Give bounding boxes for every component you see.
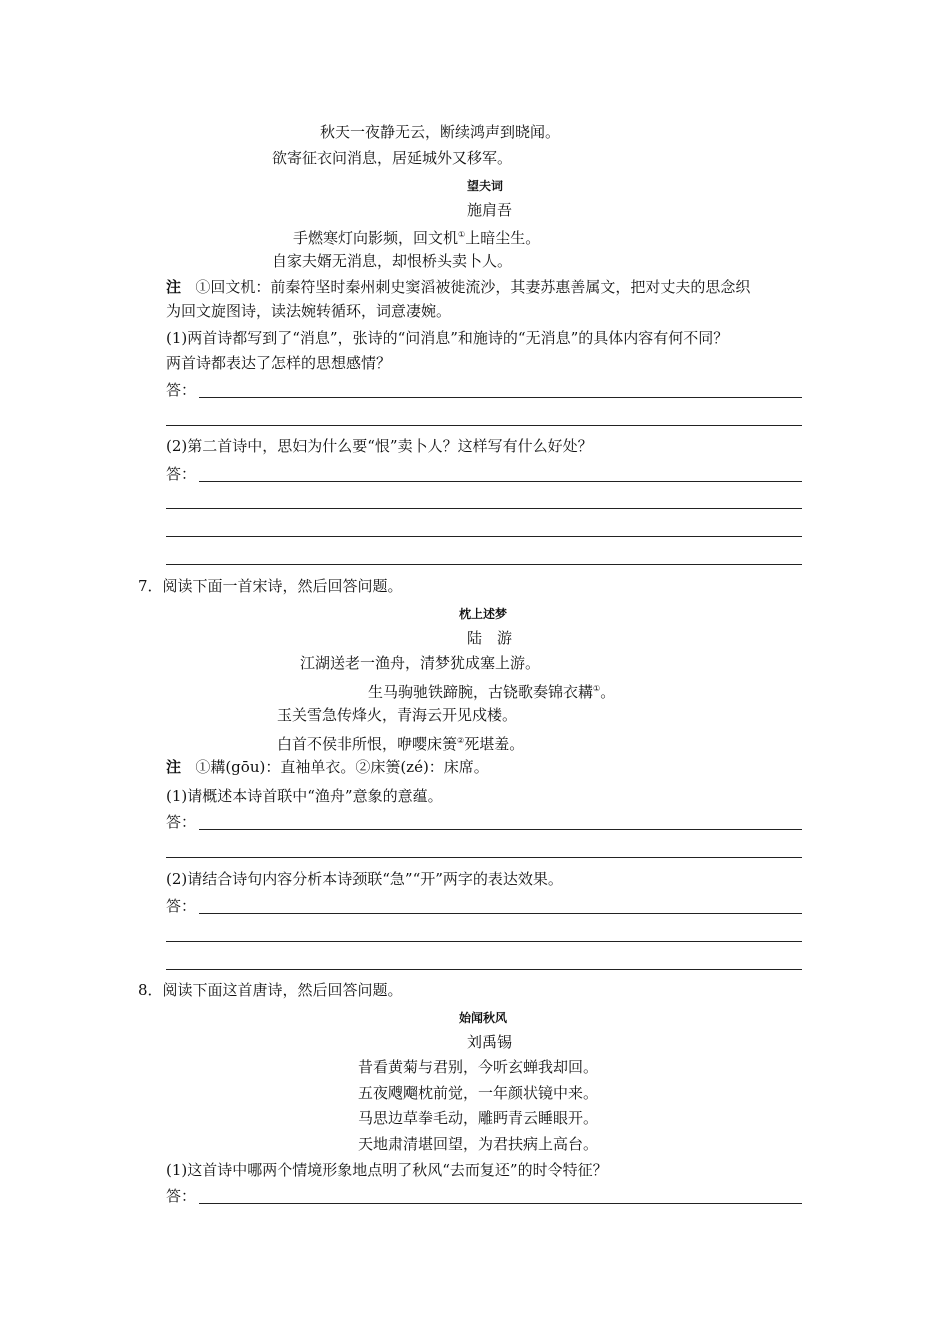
answer-line[interactable] xyxy=(166,508,802,509)
poem-line: 自家夫婿无消息，却恨桥头卖卜人。 xyxy=(272,252,513,270)
question-intro: 7．阅读下面一首宋诗，然后回答问题。 xyxy=(138,577,403,595)
answer-label: 答： xyxy=(166,465,197,483)
poem-author: 陆 游 xyxy=(467,629,513,647)
poem-author: 施肩吾 xyxy=(467,201,513,219)
poem-line xyxy=(293,225,540,248)
poem-line: 秋天一夜静无云，断续鸿声到晓闻。 xyxy=(320,123,561,141)
question-text: (2)请结合诗句内容分析本诗颈联“急”“开”两字的表达效果。 xyxy=(166,870,563,888)
question-text: (1)请概述本诗首联中“渔舟”意象的意蕴。 xyxy=(166,787,443,805)
poem-line: 昔看黄菊与君别，今听玄蝉我却回。 xyxy=(358,1058,599,1076)
poem-line: 江湖送老一渔舟，清梦犹成塞上游。 xyxy=(300,654,541,672)
poem-author: 刘禹锡 xyxy=(467,1033,513,1051)
poem-title: 枕上述梦 xyxy=(459,607,508,621)
note-label: 注 xyxy=(166,758,182,776)
poem-text: 生马驹驰铁蹄腕，古铙歌奏锦衣耩 xyxy=(368,683,594,701)
answer-label: 答： xyxy=(166,381,197,399)
poem-line: 马思边草拳毛动，雕眄青云睡眼开。 xyxy=(358,1109,599,1127)
answer-label: 答： xyxy=(166,1187,197,1205)
answer-line[interactable] xyxy=(166,857,802,858)
poem-line: 天地肃清堪回望，为君扶病上高台。 xyxy=(358,1135,599,1153)
poem-line xyxy=(277,731,524,754)
note-text: ①回文机：前秦符坚时秦州刺史窦滔被徙流沙，其妻苏惠善属文，把对丈夫的思念织 xyxy=(195,278,751,296)
answer-line[interactable] xyxy=(199,481,802,482)
question-text: (1)这首诗中哪两个情境形象地点明了秋风“去而复还”的时令特征？ xyxy=(166,1161,608,1179)
note-line xyxy=(166,277,750,297)
answer-line[interactable] xyxy=(199,1203,802,1204)
poem-title: 望夫词 xyxy=(467,179,504,193)
poem-line: 玉关雪急传烽火，青海云开见戍楼。 xyxy=(277,706,518,724)
poem-line: 欲寄征衣问消息，居延城外又移军。 xyxy=(272,149,513,167)
question-intro: 8．阅读下面这首唐诗，然后回答问题。 xyxy=(138,981,403,999)
question-text: 两首诗都表达了怎样的思想感情？ xyxy=(166,354,392,372)
note-line: 为回文旋图诗，读法婉转循环，词意凄婉。 xyxy=(166,302,452,320)
answer-label: 答： xyxy=(166,897,197,915)
poem-text: 上暗尘生。 xyxy=(465,229,541,247)
poem-text: 。 xyxy=(600,683,616,701)
poem-text: 手燃寒灯向影频，回文机 xyxy=(293,229,459,247)
answer-line[interactable] xyxy=(166,941,802,942)
answer-line[interactable] xyxy=(166,425,802,426)
question-text: (1)两首诗都写到了“消息”，张诗的“问消息”和施诗的“无消息”的具体内容有何不同？ xyxy=(166,329,729,347)
answer-line[interactable] xyxy=(166,969,802,970)
note-label: 注 xyxy=(166,278,182,296)
answer-line[interactable] xyxy=(166,564,802,565)
note-text: ①耩(gōu)：直袖单衣。②床箦(zé)：床席。 xyxy=(195,758,489,776)
note-line xyxy=(166,757,489,777)
answer-label: 答： xyxy=(166,813,197,831)
answer-line[interactable] xyxy=(199,829,802,830)
footnote-mark: ① xyxy=(458,230,466,239)
poem-line: 五夜飕飗枕前觉，一年颜状镜中来。 xyxy=(358,1084,599,1102)
poem-line xyxy=(368,679,615,702)
question-text: (2)第二首诗中，思妇为什么要“恨”卖卜人？这样写有什么好处？ xyxy=(166,437,593,455)
footnote-mark: ② xyxy=(457,736,465,745)
answer-line[interactable] xyxy=(199,397,802,398)
footnote-mark: ① xyxy=(593,684,601,693)
poem-title: 始闻秋风 xyxy=(459,1011,508,1025)
answer-line[interactable] xyxy=(166,536,802,537)
poem-text: 白首不侯非所恨，咿嘤床箦 xyxy=(277,735,458,753)
poem-text: 死堪羞。 xyxy=(464,735,525,753)
answer-line[interactable] xyxy=(199,913,802,914)
